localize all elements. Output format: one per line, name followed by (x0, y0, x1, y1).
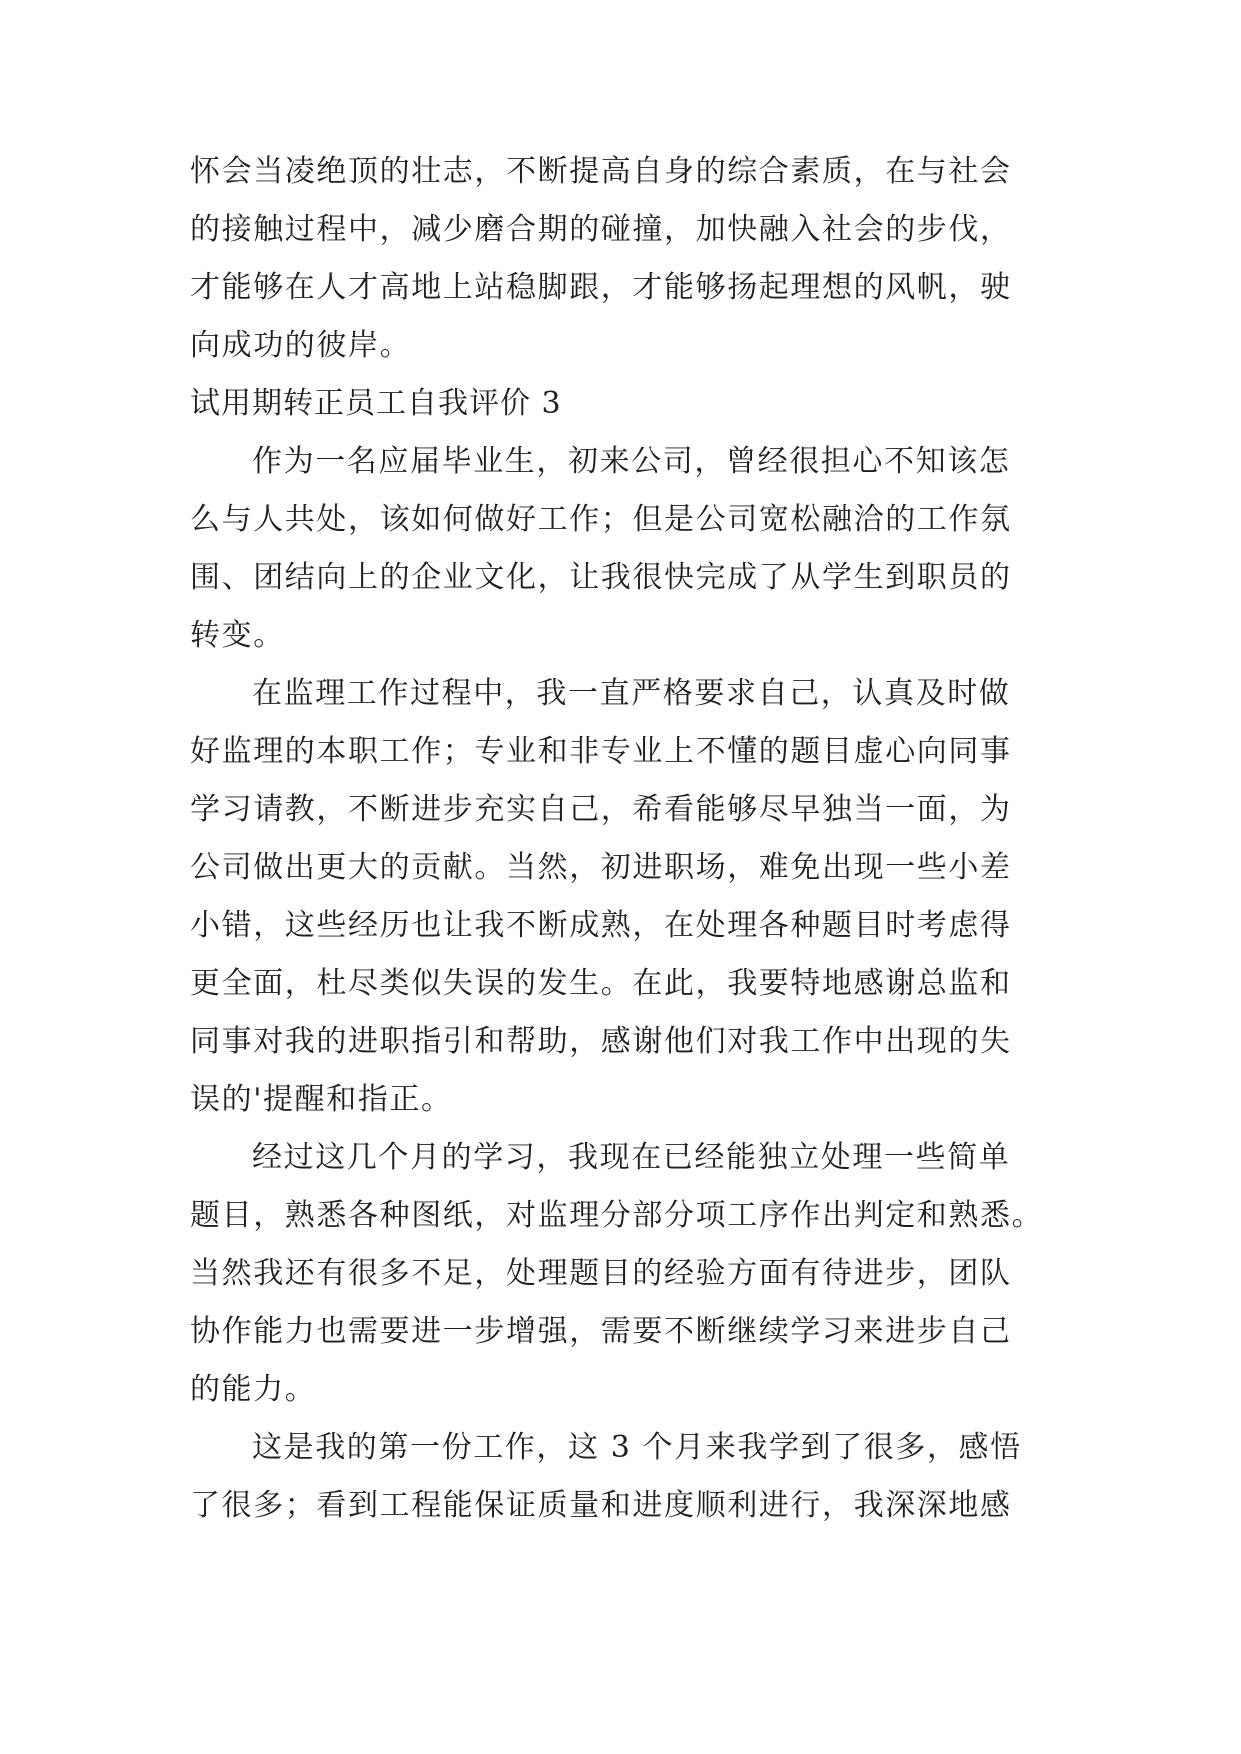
paragraph-line: 学习请教，不断进步充实自己，希看能够尽早独当一面，为 (190, 792, 1012, 827)
paragraph-line: 协作能力也需要进一步增强，需要不断继续学习来进步自己 (190, 1314, 1012, 1349)
paragraph-line: 题目，熟悉各种图纸，对监理分部分项工序作出判定和熟悉。 (190, 1198, 1044, 1233)
paragraph-line: 怀会当凌绝顶的壮志，不断提高自身的综合素质，在与社会 (190, 154, 1012, 189)
paragraph-line: 更全面，杜尽类似失误的发生。在此，我要特地感谢总监和 (190, 966, 1012, 1001)
paragraph-line: 经过这几个月的学习，我现在已经能独立处理一些简单 (252, 1140, 1011, 1175)
section-heading: 试用期转正员工自我评价 3 (190, 386, 562, 421)
paragraph-line: 小错，这些经历也让我不断成熟，在处理各种题目时考虑得 (190, 908, 1012, 943)
paragraph-line: 转变。 (190, 618, 285, 653)
paragraph-line: 在监理工作过程中，我一直严格要求自己，认真及时做 (252, 676, 1011, 711)
paragraph-line: 好监理的本职工作；专业和非专业上不懂的题目虚心向同事 (190, 734, 1012, 769)
paragraph-line: 误的'提醒和指正。 (190, 1082, 453, 1117)
paragraph-line: 的能力。 (190, 1372, 317, 1407)
paragraph-line: 作为一名应届毕业生，初来公司，曾经很担心不知该怎 (252, 444, 1011, 479)
paragraph-line: 同事对我的进职指引和帮助，感谢他们对我工作中出现的失 (190, 1024, 1012, 1059)
paragraph-line: 向成功的彼岸。 (190, 328, 412, 363)
paragraph-line: 这是我的第一份工作，这 3 个月来我学到了很多，感悟 (252, 1430, 1022, 1465)
paragraph-line: 公司做出更大的贡献。当然，初进职场，难免出现一些小差 (190, 850, 1012, 885)
paragraph-line: 当然我还有很多不足，处理题目的经验方面有待进步，团队 (190, 1256, 1012, 1291)
paragraph-line: 围、团结向上的企业文化，让我很快完成了从学生到职员的 (190, 560, 1012, 595)
paragraph-line: 才能够在人才高地上站稳脚跟，才能够扬起理想的风帆，驶 (190, 270, 1012, 305)
paragraph-line: 了很多；看到工程能保证质量和进度顺利进行，我深深地感 (190, 1488, 1012, 1523)
paragraph-line: 的接触过程中，减少磨合期的碰撞，加快融入社会的步伐， (190, 212, 1012, 247)
paragraph-line: 么与人共处，该如何做好工作；但是公司宽松融洽的工作氛 (190, 502, 1012, 537)
